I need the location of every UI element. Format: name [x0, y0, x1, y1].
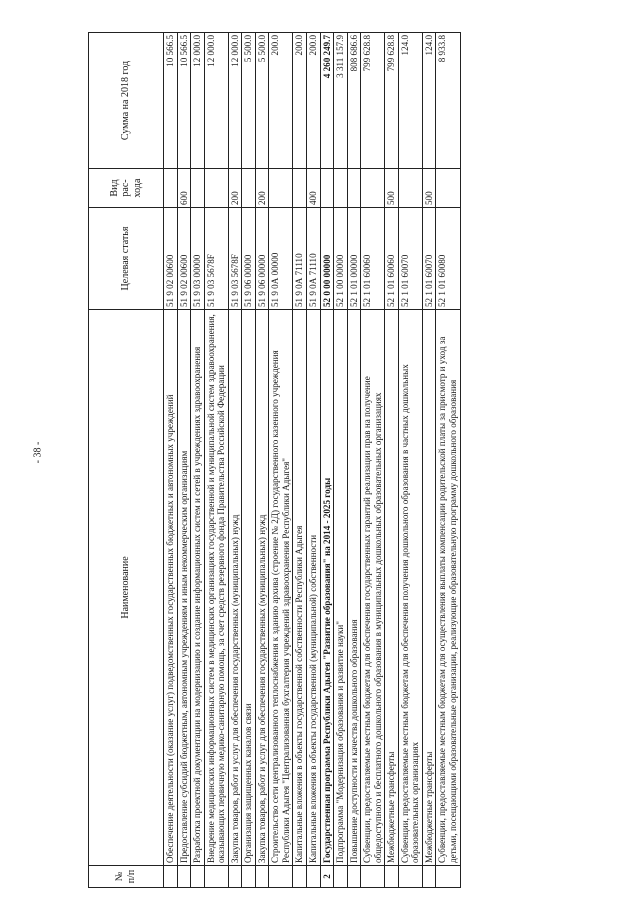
row-expense-type — [398, 169, 422, 208]
row-name: Субвенции, предоставляемые местным бюджетам для обеспечения государственных гарантий реализации прав на получение общедоступного и бесплатного дошкольного образования в муниципальных дошкольных образовательных организациях — [361, 310, 385, 866]
row-expense-type: 200 — [255, 169, 269, 208]
row-num — [269, 866, 293, 888]
row-num — [398, 866, 422, 888]
table-body — [164, 33, 461, 888]
row-num — [334, 866, 348, 888]
row-code: 51 9 03 00000 — [191, 208, 205, 310]
row-num — [177, 866, 191, 888]
row-expense-type: 600 — [177, 169, 191, 208]
row-code: 51 9 06 00000 — [255, 208, 269, 310]
row-expense-type: 500 — [422, 169, 436, 208]
page-number — [30, 430, 46, 474]
row-sum: 124.0 — [398, 33, 422, 169]
row-sum: 12 000.0 — [228, 33, 242, 169]
row-code: 51 9 02 00600 — [164, 208, 178, 310]
row-sum: 12 000.0 — [204, 33, 228, 169]
row-expense-type: 500 — [385, 169, 399, 208]
table-row — [347, 33, 361, 888]
header-code: Целевая статья — [89, 208, 164, 310]
row-expense-type — [436, 169, 460, 208]
row-code: 51 9 06 00000 — [242, 208, 256, 310]
row-expense-type — [204, 169, 228, 208]
row-expense-type — [191, 169, 205, 208]
row-num — [361, 866, 385, 888]
row-code: 51 9 02 00600 — [177, 208, 191, 310]
row-num — [293, 866, 307, 888]
header-name: Наименование — [89, 310, 164, 866]
row-sum: 200.0 — [307, 33, 321, 169]
row-name: Предоставление субсидий бюджетным, автономным учреждениям и иным некоммерческим организациям — [177, 310, 191, 866]
table-row — [361, 33, 385, 888]
header-sum: Сумма на 2018 год — [89, 33, 164, 169]
row-num — [191, 866, 205, 888]
row-num: 2 — [320, 866, 334, 888]
table-row — [242, 33, 256, 888]
row-name: Межбюджетные трансферты — [385, 310, 399, 866]
row-sum: 200.0 — [269, 33, 293, 169]
row-name: Субвенции, предоставляемые местным бюджетам для осуществления выплаты компенсации родительской платы за присмотр и уход за детьми, посещающими образовательные организации, реализующие образовательную программу дошкольного образования — [436, 310, 460, 866]
row-code: 52 1 01 60070 — [398, 208, 422, 310]
row-sum: 5 500.0 — [242, 33, 256, 169]
row-name: Строительство сети централизованного теплоснабжения к зданию архива (строение № 2Д) государственного казенного учреждения Республики Адыгея "Централизованная бухгалтерия учреждений здравоохранения Республики Адыгея" — [269, 310, 293, 866]
row-name: Обеспечение деятельности (оказание услуг) подведомственных государственных бюджетных и автономных учреждений — [164, 310, 178, 866]
row-sum: 799 628.8 — [385, 33, 399, 169]
row-name: Государственная программа Республики Адыгея "Развитие образования" на 2014 - 2025 годы — [320, 310, 334, 866]
row-expense-type — [347, 169, 361, 208]
table-row — [164, 33, 178, 888]
table-row — [398, 33, 422, 888]
row-sum: 200.0 — [293, 33, 307, 169]
row-num — [228, 866, 242, 888]
table-row — [293, 33, 307, 888]
row-code: 52 1 01 60060 — [361, 208, 385, 310]
row-name: Закупка товаров, работ и услуг для обеспечения государственных (муниципальных) нужд — [228, 310, 242, 866]
row-sum: 12 000.0 — [191, 33, 205, 169]
table-row — [307, 33, 321, 888]
table-row — [204, 33, 228, 888]
row-num — [385, 866, 399, 888]
row-sum: 808 686.6 — [347, 33, 361, 169]
row-expense-type — [320, 169, 334, 208]
budget-table — [88, 32, 461, 888]
row-code: 51 9 03 5678F — [204, 208, 228, 310]
table-row — [320, 33, 334, 888]
row-code: 52 1 01 60060 — [385, 208, 399, 310]
row-sum: 10 566.5 — [164, 33, 178, 169]
row-code: 51 9 0А 71110 — [307, 208, 321, 310]
table-row — [422, 33, 436, 888]
row-num — [307, 866, 321, 888]
row-name: Капитальные вложения в объекты государственной (муниципальной) собственности — [307, 310, 321, 866]
row-name: Субвенции, предоставляемые местным бюджетам для обеспечения получения дошкольного образования в частных дошкольных образовательных организациях — [398, 310, 422, 866]
row-name: Повышение доступности и качества дошкольного образования — [347, 310, 361, 866]
row-expense-type — [269, 169, 293, 208]
row-sum: 124.0 — [422, 33, 436, 169]
row-sum: 5 500.0 — [255, 33, 269, 169]
row-code: 52 1 01 00000 — [347, 208, 361, 310]
row-name: Разработка проектной документации на модернизацию и создание информационных систем и сетей в учреждениях здравоохранения — [191, 310, 205, 866]
table-row — [228, 33, 242, 888]
row-num — [164, 866, 178, 888]
row-sum: 3 311 157.9 — [334, 33, 348, 169]
row-num — [242, 866, 256, 888]
row-code: 51 9 0А 00000 — [269, 208, 293, 310]
row-expense-type: 200 — [228, 169, 242, 208]
row-num — [347, 866, 361, 888]
table-row — [269, 33, 293, 888]
header-expense-type: Вид рас-хода — [89, 169, 164, 208]
row-expense-type — [361, 169, 385, 208]
row-code: 52 1 01 60080 — [436, 208, 460, 310]
row-name: Подпрограмма "Модернизация образования и развитие науки" — [334, 310, 348, 866]
row-name: Капитальные вложения в объекты государственной собственности Республики Адыгея — [293, 310, 307, 866]
page-number-text: - 38 - — [32, 441, 44, 463]
row-code: 52 1 01 60070 — [422, 208, 436, 310]
row-sum: 799 628.8 — [361, 33, 385, 169]
row-num — [255, 866, 269, 888]
row-expense-type: 400 — [307, 169, 321, 208]
header-num: № п/п — [89, 866, 164, 888]
row-num — [422, 866, 436, 888]
table-row — [177, 33, 191, 888]
row-code: 51 9 0А 71110 — [293, 208, 307, 310]
row-code: 52 0 00 00000 — [320, 208, 334, 310]
row-num — [204, 866, 228, 888]
table-row — [436, 33, 460, 888]
row-code: 51 9 03 5678F — [228, 208, 242, 310]
row-name: Организация защищенных каналов связи — [242, 310, 256, 866]
table-row — [191, 33, 205, 888]
row-expense-type — [293, 169, 307, 208]
table-row — [334, 33, 348, 888]
row-sum: 8 933.8 — [436, 33, 460, 169]
row-name: Закупка товаров, работ и услуг для обеспечения государственных (муниципальных) нужд — [255, 310, 269, 866]
row-sum: 10 566.5 — [177, 33, 191, 169]
table-header-row — [89, 33, 164, 888]
row-name: Межбюджетные трансферты — [422, 310, 436, 866]
row-code: 52 1 00 00000 — [334, 208, 348, 310]
table-row — [385, 33, 399, 888]
table-row — [255, 33, 269, 888]
row-name: Внедрение медицинских информационных систем в медицинских организациях государственной и муниципальной систем здравоохранения, оказывающих первичную медико-санитарную помощь, за счет средств резервного фонда Правительства Российской Федерации — [204, 310, 228, 866]
row-expense-type — [164, 169, 178, 208]
row-sum: 4 260 249.7 — [320, 33, 334, 169]
row-expense-type — [242, 169, 256, 208]
row-num — [436, 866, 460, 888]
row-expense-type — [334, 169, 348, 208]
